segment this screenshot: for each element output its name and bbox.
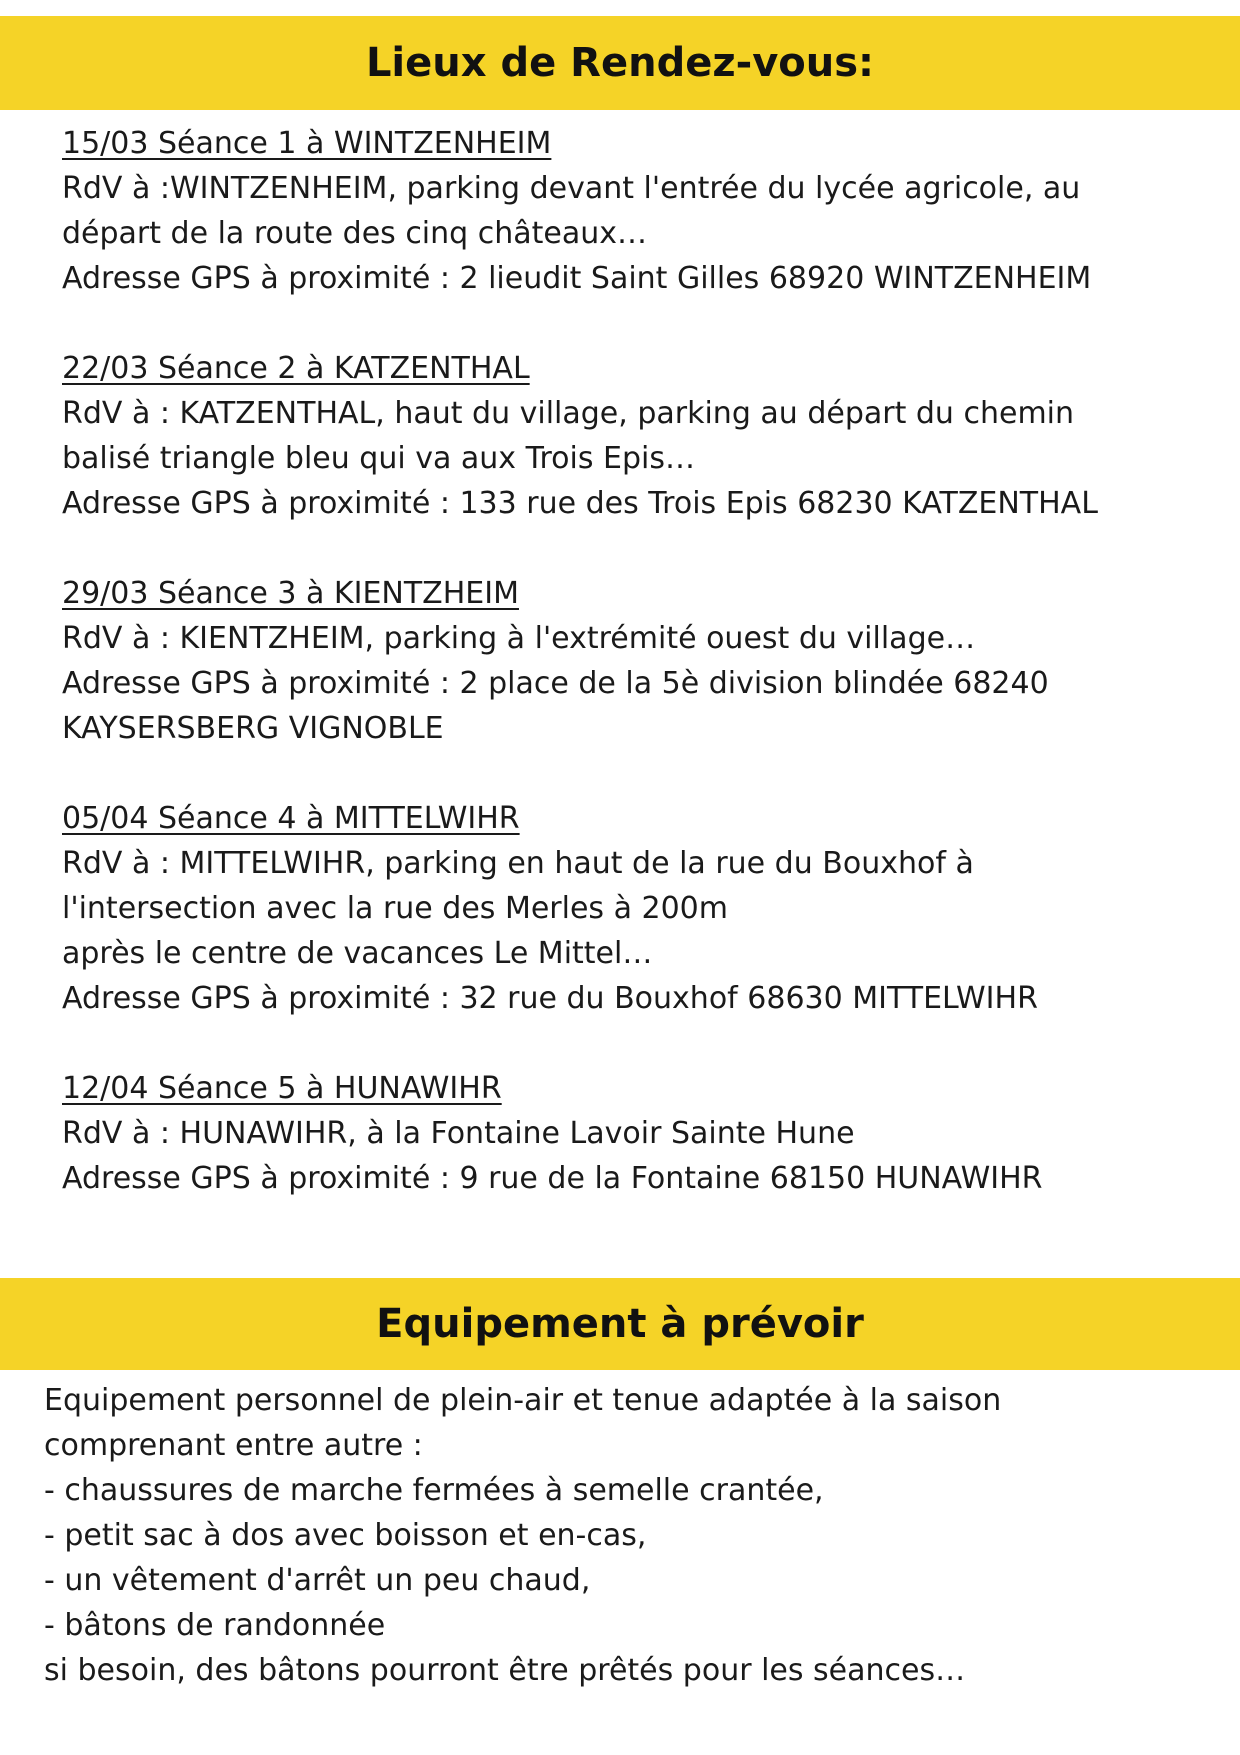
session-heading: 05/04 Séance 4 à MITTELWIHR: [62, 801, 520, 836]
session-4: [62, 796, 1212, 1021]
session-1: [62, 121, 1212, 301]
session-5: [62, 1066, 1212, 1201]
session-heading: 15/03 Séance 1 à WINTZENHEIM: [62, 126, 552, 161]
session-line: balisé triangle bleu qui va aux Trois Epis…: [62, 441, 696, 476]
equipment-line: - chaussures de marche fermées à semelle crantée,: [44, 1473, 824, 1508]
session-line: KAYSERSBERG VIGNOBLE: [62, 711, 444, 746]
session-line: Adresse GPS à proximité : 2 place de la 5è division blindée 68240: [62, 666, 1049, 701]
equipment-line: si besoin, des bâtons pourront être prêtés pour les séances…: [44, 1653, 966, 1688]
equipment-title: Equipement à prévoir: [376, 1301, 864, 1347]
equipment-line: - un vêtement d'arrêt un peu chaud,: [44, 1563, 591, 1598]
session-2: [62, 346, 1212, 526]
session-heading: 29/03 Séance 3 à KIENTZHEIM: [62, 576, 519, 611]
rdv-title: Lieux de Rendez-vous:: [365, 40, 875, 86]
session-line: départ de la route des cinq châteaux…: [62, 216, 647, 251]
session-line: Adresse GPS à proximité : 2 lieudit Saint Gilles 68920 WINTZENHEIM: [62, 261, 1092, 296]
equipment-section: [44, 1378, 1214, 1693]
session-line: l'intersection avec la rue des Merles à 200m: [62, 891, 728, 926]
session-line: Adresse GPS à proximité : 9 rue de la Fontaine 68150 HUNAWIHR: [62, 1161, 1043, 1196]
equipment-line: - petit sac à dos avec boisson et en-cas,: [44, 1518, 647, 1553]
rdv-banner: [0, 16, 1240, 110]
session-heading: 12/04 Séance 5 à HUNAWIHR: [62, 1071, 502, 1106]
equipment-line: - bâtons de randonnée: [44, 1608, 386, 1643]
rdv-section: [62, 121, 1212, 1246]
session-line: Adresse GPS à proximité : 32 rue du Bouxhof 68630 MITTELWIHR: [62, 981, 1038, 1016]
session-line: après le centre de vacances Le Mittel…: [62, 936, 653, 971]
session-line: RdV à : MITTELWIHR, parking en haut de la rue du Bouxhof à: [62, 846, 974, 881]
session-line: Adresse GPS à proximité : 133 rue des Trois Epis 68230 KATZENTHAL: [62, 486, 1098, 521]
session-line: RdV à : KIENTZHEIM, parking à l'extrémité ouest du village…: [62, 621, 976, 656]
equipment-line: comprenant entre autre :: [44, 1428, 423, 1463]
session-heading: 22/03 Séance 2 à KATZENTHAL: [62, 351, 530, 386]
session-3: [62, 571, 1212, 751]
equipment-banner: [0, 1278, 1240, 1370]
session-line: RdV à : HUNAWIHR, à la Fontaine Lavoir Sainte Hune: [62, 1116, 855, 1151]
session-line: RdV à :WINTZENHEIM, parking devant l'entrée du lycée agricole, au: [62, 171, 1081, 206]
session-line: RdV à : KATZENTHAL, haut du village, parking au départ du chemin: [62, 396, 1075, 431]
equipment-line: Equipement personnel de plein-air et tenue adaptée à la saison: [44, 1383, 1002, 1418]
